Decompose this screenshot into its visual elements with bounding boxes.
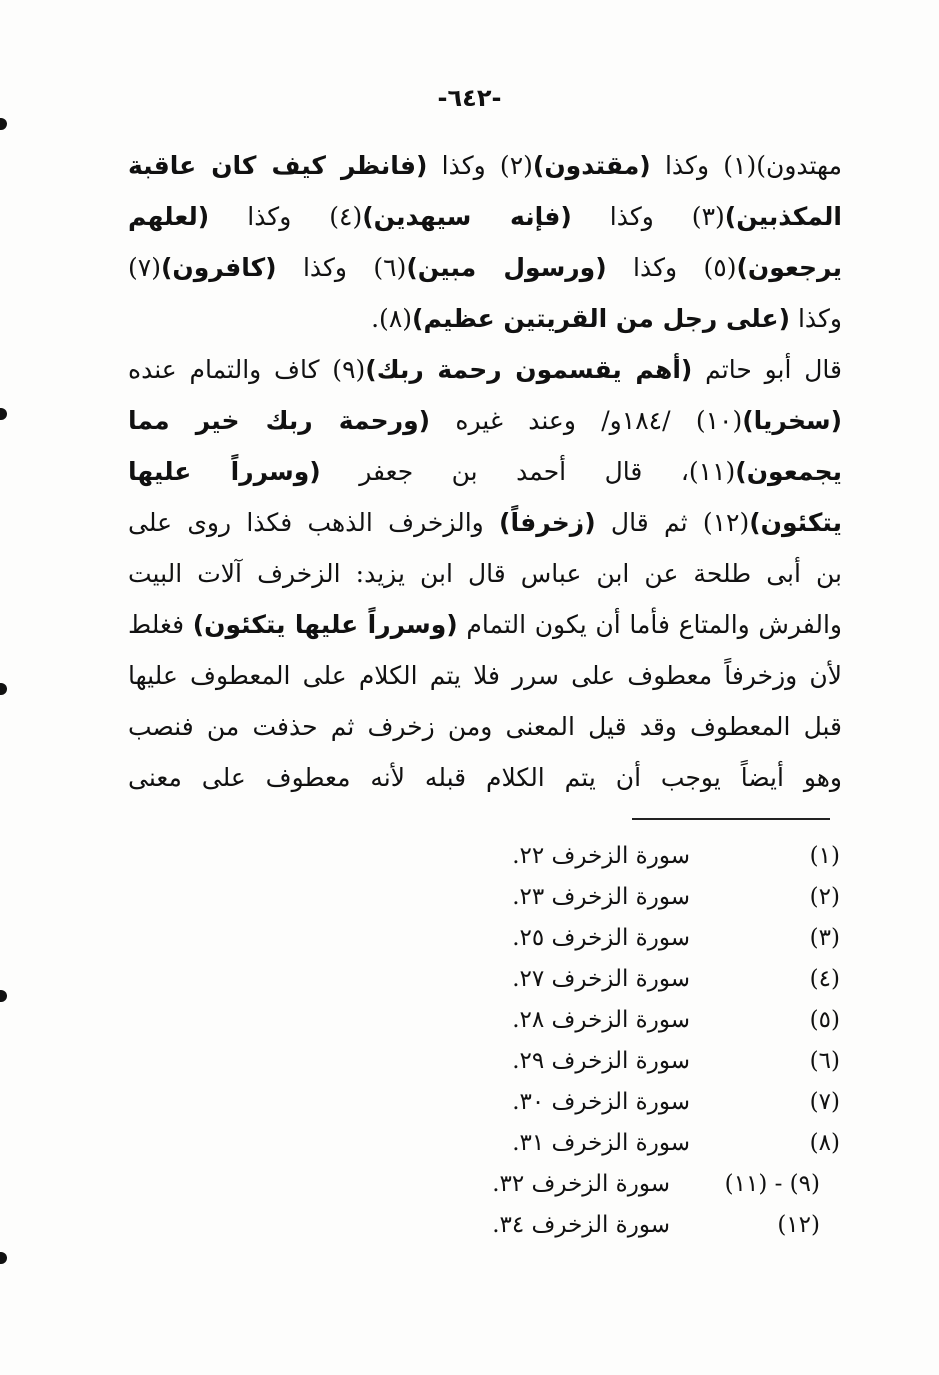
quranic-quote: (أهم يقسمون رحمة ربك): [365, 355, 693, 384]
footnotes-list: [470, 836, 840, 1246]
text-segment: (١١)، قال أحمد بن جعفر: [320, 457, 736, 486]
footnote-ref: (١): [809, 843, 840, 869]
footnote-text: سورة الزخرف ٢٨.: [512, 1007, 690, 1033]
footnote-ref: (٧): [809, 1089, 840, 1115]
footnote-divider: [632, 818, 830, 820]
footnote-text: سورة الزخرف ٢٣.: [512, 884, 690, 910]
text-line: [128, 395, 842, 446]
text-segment: (٢) وكذا: [427, 151, 533, 180]
footnote-ref: (٨): [809, 1130, 840, 1156]
text-segment: (١٢) ثم قال: [595, 508, 750, 537]
quranic-quote: (على رجل من القريتين عظيم): [412, 304, 790, 333]
text-segment: فغلط: [128, 610, 193, 639]
footnote-text: سورة الزخرف ٣٢.: [492, 1171, 670, 1197]
footnote: [470, 959, 840, 1000]
text-segment: (٦) وكذا: [276, 253, 407, 282]
footnote: [470, 1041, 840, 1082]
text-line: [128, 344, 842, 395]
quranic-quote: (وسرراً عليها: [128, 457, 321, 486]
footnote: [470, 1164, 840, 1205]
margin-mark: [0, 1252, 7, 1264]
footnote-text: سورة الزخرف ٢٥.: [512, 925, 690, 951]
margin-mark: [0, 990, 7, 1002]
footnote-ref: (٦): [809, 1048, 840, 1074]
text-segment: لأن وزخرفاً معطوف على سرر فلا يتم الكلام على المعطوف عليها: [128, 661, 842, 690]
footnote-text: سورة الزخرف ٢٧.: [512, 966, 690, 992]
quranic-quote: (سخريا): [742, 406, 842, 435]
text-segment: (٤) وكذا: [209, 202, 363, 231]
footnote-text: سورة الزخرف ٢٩.: [512, 1048, 690, 1074]
margin-mark: [0, 118, 7, 130]
text-segment: والفرش والمتاع فأما أن يكون التمام: [457, 610, 843, 639]
text-segment: (٥) وكذا: [606, 253, 737, 282]
text-line: [128, 599, 842, 650]
footnote-ref: (٤): [809, 966, 840, 992]
footnote: [470, 918, 840, 959]
text-line: [128, 650, 842, 701]
quranic-quote: (ورحمة ربك خير مما: [128, 406, 431, 435]
quranic-quote: (زخرفاً): [499, 508, 596, 537]
text-segment: (١٠) /١٨٤و/ وعند غيره: [430, 406, 743, 435]
text-segment: وكذا: [790, 304, 842, 333]
footnote: [470, 1123, 840, 1164]
footnote: [470, 1082, 840, 1123]
footnote-text: سورة الزخرف ٣٤.: [492, 1212, 670, 1238]
quranic-quote: (ورسول مبين): [406, 253, 607, 282]
quranic-quote: (وسرراً عليها يتكئون): [192, 610, 458, 639]
quranic-quote: يجمعون): [735, 457, 842, 486]
footnote: [470, 877, 840, 918]
text-line: [128, 140, 842, 191]
page-number: -٦٤٢-: [437, 84, 502, 112]
text-segment: (٧): [128, 253, 161, 282]
footnote-text: سورة الزخرف ٣٠.: [512, 1089, 690, 1115]
text-line: [128, 293, 842, 344]
text-line: [128, 752, 842, 803]
text-line: [128, 446, 842, 497]
footnote-ref: (٣): [809, 925, 840, 951]
quranic-quote: (فإنه سيهدين): [362, 202, 572, 231]
margin-mark: [0, 408, 7, 420]
text-line: [128, 242, 842, 293]
quranic-quote: (كافرون): [160, 253, 277, 282]
footnote: [470, 1000, 840, 1041]
footnote: [470, 1205, 840, 1246]
footnote-ref: (٥): [809, 1007, 840, 1033]
footnote: [470, 836, 840, 877]
text-line: [128, 548, 842, 599]
text-segment: بن أبى طلحة عن ابن عباس قال ابن يزيد: الزخرف آلات البيت: [128, 559, 842, 588]
text-segment: والزخرف الذهب فكذا روى على: [128, 508, 500, 537]
footnote-text: سورة الزخرف ٢٢.: [512, 843, 690, 869]
quranic-quote: (مقتدون): [532, 151, 651, 180]
quranic-quote: (فانظر كيف كان عاقبة: [128, 151, 428, 180]
text-line: [128, 701, 842, 752]
quranic-quote: (لعلهم: [128, 202, 210, 231]
body-text: [128, 140, 842, 803]
footnote-ref: (١٢): [777, 1212, 820, 1238]
text-segment: قبل المعطوف وقد قيل المعنى ومن زخرف ثم حذفت من فنصب: [128, 712, 842, 741]
margin-mark: [0, 683, 7, 695]
footnote-ref: (٩) - (١١): [724, 1171, 820, 1197]
text-segment: (٣) وكذا: [571, 202, 725, 231]
text-segment: مهتدون)(١) وكذا: [650, 151, 842, 180]
text-segment: (٩) كاف والتمام عنده: [128, 355, 366, 384]
quranic-quote: يتكئون): [749, 508, 842, 537]
text-line: [128, 191, 842, 242]
quranic-quote: المكذبين): [724, 202, 842, 231]
text-segment: وهو أيضاً يوجب أن يتم الكلام قبله لأنه معطوف على معنى: [128, 763, 842, 792]
text-segment: (٨).: [371, 304, 413, 333]
text-segment: قال أبو حاتم: [692, 355, 842, 384]
footnote-text: سورة الزخرف ٣١.: [512, 1130, 690, 1156]
quranic-quote: يرجعون): [736, 253, 842, 282]
footnote-ref: (٢): [809, 884, 840, 910]
text-line: [128, 497, 842, 548]
